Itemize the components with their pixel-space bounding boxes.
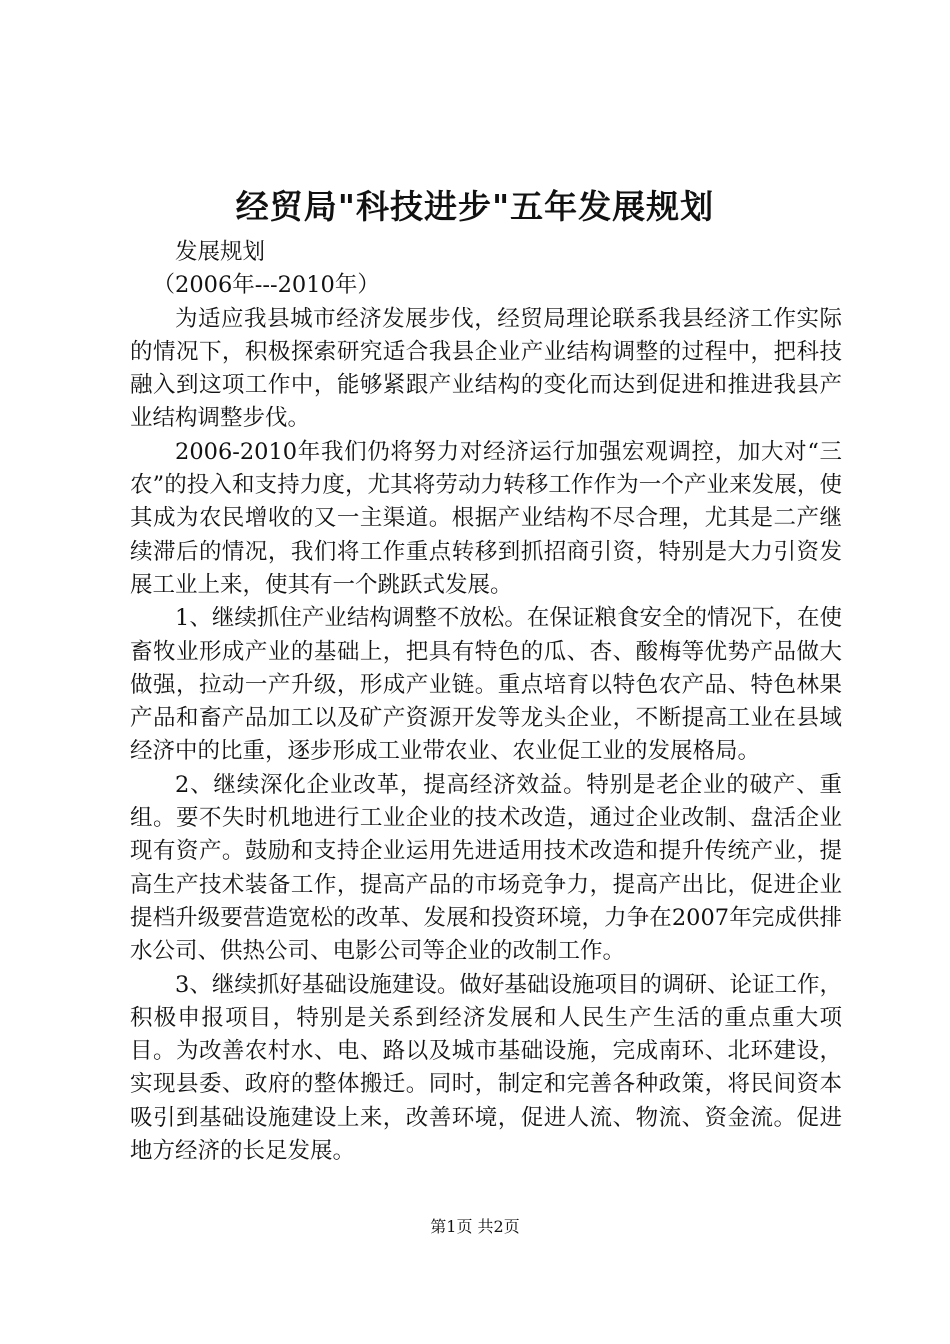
paragraph-intro: 为适应我县城市经济发展步伐，经贸局理论联系我县经济工作实际的情况下，积极探索研究适合我县企业产业结构调整的过程中，把科技融入到这项工作中，能够紧跟产业结构的变化而达到促进和推进我县产业结构调整步伐。	[130, 305, 842, 432]
page-footer: 第1页 共2页	[430, 1217, 520, 1236]
document-body	[130, 236, 842, 1168]
paragraph-item-2: 2、继续深化企业改革，提高经济效益。特别是老企业的破产、重组。要不失时机地进行工业企业的技术改造，通过企业改制、盘活企业现有资产。鼓励和支持企业运用先进适用技术改造和提升传统产业，提高生产技术装备工作，提高产品的市场竞争力，提高产出比，促进企业提档升级要营造宽松的改革、发展和投资环境，力争在2007年完成供排水公司、供热公司、电影公司等企业的改制工作。	[130, 771, 842, 965]
period-line: （2006年---2010年）	[152, 272, 380, 299]
paragraph-item-1: 1、继续抓住产业结构调整不放松。在保证粮食安全的情况下，在使畜牧业形成产业的基础上，把具有特色的瓜、杏、酸梅等优势产品做大做强，拉动一产升级，形成产业链。重点培育以特色农产品、特色林果产品和畜产品加工以及矿产资源开发等龙头企业，不断提高工业在县域经济中的比重，逐步形成工业带农业、农业促工业的发展格局。	[130, 605, 842, 765]
document-title: 经贸局"科技进步"五年发展规划	[235, 187, 715, 226]
subtitle: 发展规划	[175, 239, 266, 265]
paragraph-overview: 2006-2010年我们仍将努力对经济运行加强宏观调控，加大对“三农”的投入和支持力度，尤其将劳动力转移工作作为一个产业来发展，使其成为农民增收的又一主渠道。根据产业结构不尽合理，尤其是二产继续滞后的情况，我们将工作重点转移到抓招商引资，特别是大力引资发展工业上来，使其有一个跳跃式发展。	[130, 438, 842, 598]
paragraph-item-3: 3、继续抓好基础设施建设。做好基础设施项目的调研、论证工作，积极申报项目，特别是关系到经济发展和人民生产生活的重点重大项目。为改善农村水、电、路以及城市基础设施，完成南环、北环建设，实现县委、政府的整体搬迁。同时，制定和完善各种政策，将民间资本吸引到基础设施建设上来，改善环境，促进人流、物流、资金流。促进地方经济的长足发展。	[130, 971, 842, 1165]
